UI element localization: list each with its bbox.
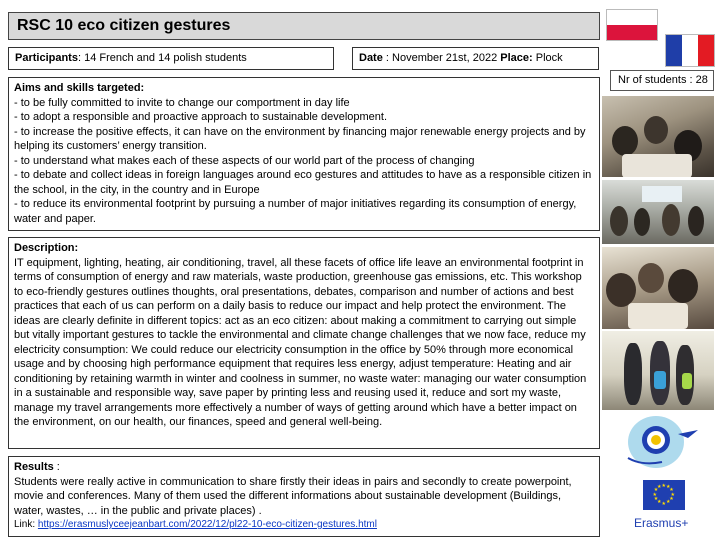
description-text: IT equipment, lighting, heating, air conditioning, travel, all these facets of office life leave an environmental footprint in terms of consumption of energy and raw materials, waste production, greenhouse gas emissions, etc. This workshop to eco-friendly gestures outlines thoughts, oral presentations, debates, comparison and number of actions and best practices that each of us can perform on a daily basis to reduce our impact and help protect the environment. The ideas are clearly definite in different topics: act as an eco citizen: about making a commitment to carrying out simple but vitally important gestures to tackle the environmental and climate change challenges that we now face, reduce my electricity consumption: We could reduce our electricity consumption in the office by 50% through more economical usage and by choosing high performance equipment that requires less energy, adjust temperature: Heating and air conditioning by retaining warmth in winter and coolness in summer, no waste water: managing our water consumption in a sustainable and responsible way, save paper by printing less and reusing used it, reduce and sort my waste, manage my travel arrangements more effectively a number of ways of getting around which have a better impact on the environment, on our health, our finances, speed and general well-being. [14,256,587,428]
aims-item: - to understand what makes each of these aspects of our world part of the process of changing [14,154,475,167]
results-text: Students were really active in communication to share firstly their ideas in pairs and secondly to create powerpoint, movie and conferences. Many of them used the different informations about sustainable development (Buildings, water, wastes, … in the public and private places) . [14,475,572,517]
link-label: Link: [14,519,38,530]
date-line [359,52,563,64]
france-flag-icon [665,34,715,67]
students-count: Nr of students : 28 [618,74,708,86]
eu-star-icon: ★ [666,499,671,506]
eu-star-icon: ★ [653,487,659,493]
participants-label: Participants [15,52,78,64]
title-box [8,12,600,40]
participants-box [8,47,334,70]
eu-star-icon: ★ [669,496,674,502]
place-label: Place: [500,52,533,64]
poland-flag-icon [606,9,658,41]
results-link-line [14,518,593,531]
date-value: : November 21st, 2022 [382,52,501,64]
eu-star-icon: ★ [657,483,662,490]
eu-star-icon: ★ [669,487,674,493]
eu-star-icon: ★ [653,496,659,502]
results-link[interactable]: https://erasmuslyceejeanbart.com/2022/12/pl22-10-eco-citizen-gestures.html [37,519,377,530]
aims-item: - to increase the positive effects, it can have on the environment by financing major renewable energy projects and by helping its customers’ energy transition. [14,125,586,152]
students-count-box [610,70,714,91]
page-title: RSC 10 eco citizen gestures [17,17,231,34]
aims-list [14,96,593,227]
eu-star-icon: ★ [670,491,675,498]
eu-star-icon: ★ [652,491,657,498]
erasmus-plus-label: Erasmus+ [634,516,689,530]
aims-heading: Aims and skills targeted: [14,82,145,94]
aims-box [8,77,600,231]
photo-group-workshop [602,247,714,329]
project-logo-icon [622,412,702,472]
eu-star-icon: ★ [661,500,666,507]
description-box [8,237,600,449]
photo-classroom-presentation [602,180,714,244]
results-heading-suffix: : [53,461,60,473]
place-value: Plock [532,52,563,64]
participants-value: : 14 French and 14 polish students [77,52,247,64]
eu-star-icon: ★ [657,499,662,506]
results-heading: Results [14,461,54,473]
results-heading-line [14,460,593,475]
eu-star-icon: ★ [666,483,671,490]
date-box [352,47,599,70]
photo-classroom-students [602,96,714,177]
eu-flag-icon [643,480,685,510]
aims-item: - to be fully committed to invite to change our comportment in day life [14,96,350,109]
photo-students-posing [602,331,714,410]
description-heading: Description: [14,242,79,254]
aims-item: - to adopt a responsible and proactive approach to sustainable development. [14,111,388,123]
eu-star-icon: ★ [661,482,666,489]
aims-item: - to debate and collect ideas in foreign languages around eco gestures and attitudes to have as a responsible citizen in the school, in the city, in the country and in Europe [14,169,592,196]
results-box [8,456,600,537]
date-label: Date [359,52,383,64]
participants-line [15,52,247,64]
aims-item: - to reduce its environmental footprint by pursuing a number of major initiatives regarding its consumption of energy, water and paper. [14,198,577,225]
